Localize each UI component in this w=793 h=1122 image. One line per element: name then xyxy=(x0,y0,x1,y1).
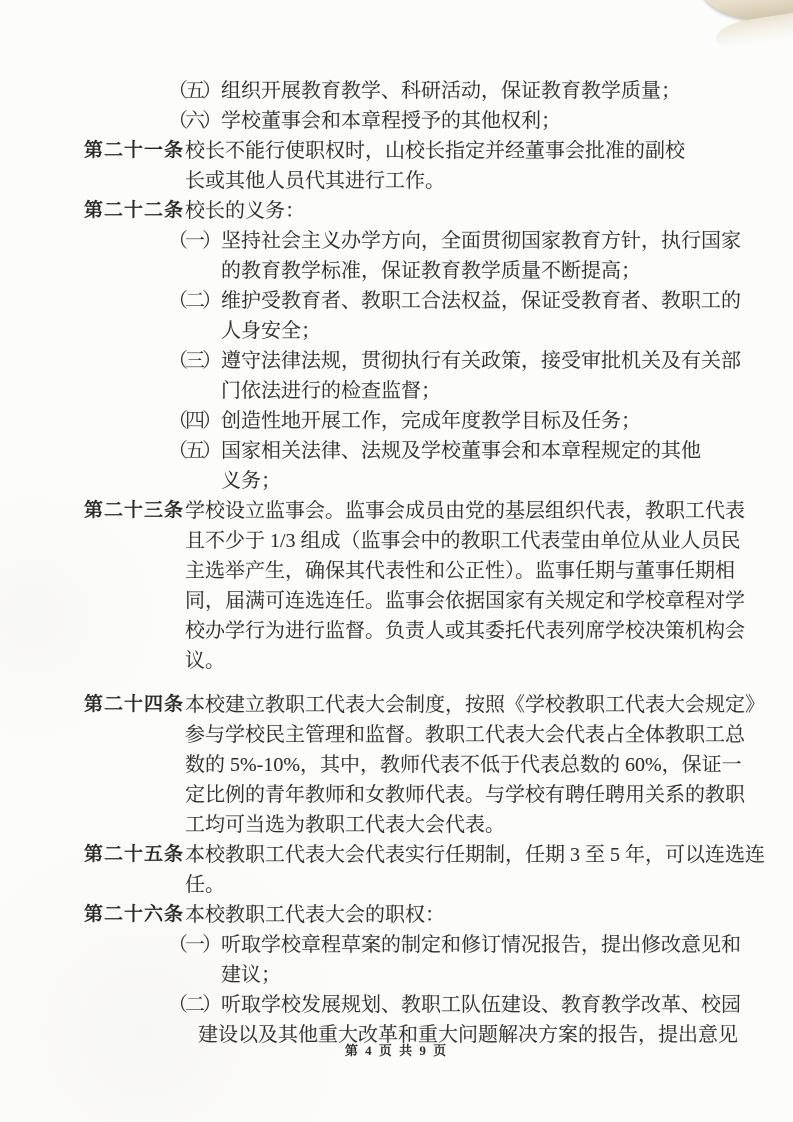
line-text: 本校教职工代表大会代表实行任期制，任期 3 至 5 年，可以连选连 xyxy=(185,844,765,866)
item-number: （一） xyxy=(168,934,219,956)
item-number: （四） xyxy=(168,410,219,432)
line-text: 人身安全； xyxy=(221,320,321,342)
continuation-line xyxy=(0,526,793,556)
continuation-line xyxy=(0,556,793,586)
article-line xyxy=(0,136,793,166)
continuation-line xyxy=(0,256,793,286)
article-number-label: 第二十四条 xyxy=(84,694,185,715)
line-text: 本校建立教职工代表大会制度，按照《学校教职工代表大会规定》 xyxy=(185,694,765,716)
line-text: 学校设立监事会。监事会成员由党的基层组织代表，教职工代表 xyxy=(185,500,745,522)
line-text: 主选举产生，确保其代表性和公正性）。监事任期与董事任期相 xyxy=(185,560,735,582)
continuation-line xyxy=(0,316,793,346)
numbered-item-line xyxy=(0,226,793,256)
numbered-item-line xyxy=(0,990,793,1020)
numbered-item-line xyxy=(0,76,793,106)
article-number-label: 第二十二条 xyxy=(84,200,185,221)
item-number: （五） xyxy=(168,80,219,102)
line-text: 听取学校章程草案的制定和修订情况报告，提出修改意见和 xyxy=(221,934,741,956)
item-number: （二） xyxy=(168,994,219,1016)
line-text: 本校教职工代表大会的职权： xyxy=(185,904,445,926)
line-text: 维护受教育者、教职工合法权益，保证受教育者、教职工的 xyxy=(221,290,741,312)
line-text: 听取学校发展规划、教职工队伍建设、教育教学改革、校园 xyxy=(221,994,741,1016)
continuation-line xyxy=(0,616,793,646)
line-text: 国家相关法律、法规及学校董事会和本章程规定的其他 xyxy=(221,440,701,462)
paragraph-gap xyxy=(0,676,793,690)
item-number: （三） xyxy=(168,350,219,372)
line-text: 组织开展教育教学、科研活动，保证教育教学质量； xyxy=(221,80,681,102)
line-text: 学校董事会和本章程授予的其他权利； xyxy=(221,110,561,132)
item-number: （一） xyxy=(168,230,219,252)
continuation-line xyxy=(0,166,793,196)
continuation-line xyxy=(0,780,793,810)
continuation-line xyxy=(0,960,793,990)
numbered-item-line xyxy=(0,346,793,376)
numbered-item-line xyxy=(0,406,793,436)
line-text: 定比例的青年教师和女教师代表。与学校有聘任聘用关系的教职 xyxy=(185,784,745,806)
numbered-item-line xyxy=(0,286,793,316)
line-text: 同，届满可连选连任。监事会依据国家有关规定和学校章程对学 xyxy=(185,590,745,612)
line-text: 且不少于 1/3 组成（监事会中的教职工代表莹由单位从业人员民 xyxy=(185,530,741,552)
article-line xyxy=(0,496,793,526)
article-number-label: 第二十五条 xyxy=(84,844,185,865)
document-body xyxy=(0,76,793,1050)
item-number: （五） xyxy=(168,440,219,462)
line-text: 建议； xyxy=(221,964,281,986)
article-line xyxy=(0,840,793,870)
line-text: 校办学行为进行监督。负责人或其委托代表列席学校决策机构会 xyxy=(185,620,745,642)
line-text: 任。 xyxy=(185,874,225,896)
article-number-label: 第二十三条 xyxy=(84,500,185,521)
numbered-item-line xyxy=(0,106,793,136)
continuation-line xyxy=(0,870,793,900)
article-line xyxy=(0,690,793,720)
line-text: 议。 xyxy=(185,650,225,672)
line-text: 坚持社会主义办学方向，全面贯彻国家教育方针，执行国家 xyxy=(221,230,741,252)
article-line xyxy=(0,900,793,930)
continuation-line xyxy=(0,750,793,780)
line-text: 建设以及其他重大改革和重大问题解决方案的报告，提出意见 xyxy=(198,1024,738,1046)
line-text: 校长的义务： xyxy=(185,200,305,222)
line-text: 参与学校民主管理和监督。教职工代表大会代表占全体教职工总 xyxy=(185,724,745,746)
numbered-item-line xyxy=(0,930,793,960)
article-number-label: 第二十一条 xyxy=(84,140,185,161)
continuation-line xyxy=(0,376,793,406)
page-corner-fold-artifact xyxy=(683,0,793,58)
continuation-line xyxy=(0,646,793,676)
line-text: 校长不能行使职权时，山校长指定并经董事会批准的副校 xyxy=(185,140,685,162)
line-text: 创造性地开展工作，完成年度教学目标及任务； xyxy=(221,410,641,432)
continuation-line xyxy=(0,586,793,616)
line-text: 的教育教学标准，保证教育教学质量不断提高； xyxy=(221,260,641,282)
continuation-line xyxy=(0,720,793,750)
line-text: 长或其他人员代其进行工作。 xyxy=(185,170,445,192)
continuation-line xyxy=(0,466,793,496)
line-text: 遵守法律法规，贯彻执行有关政策，接受审批机关及有关部 xyxy=(221,350,741,372)
article-number-label: 第二十六条 xyxy=(84,904,185,925)
page-number-footer: 第 4 页 共 9 页 xyxy=(344,1043,449,1058)
line-text: 工均可当选为教职工代表大会代表。 xyxy=(185,814,505,836)
line-text: 义务； xyxy=(221,470,281,492)
continuation-line xyxy=(0,810,793,840)
article-line xyxy=(0,196,793,226)
item-number: （二） xyxy=(168,290,219,312)
item-number: （六） xyxy=(168,110,219,132)
line-text: 数的 5%-10%，其中，教师代表不低于代表总数的 60%，保证一 xyxy=(185,754,742,776)
line-text: 门依法进行的检查监督； xyxy=(221,380,441,402)
numbered-item-line xyxy=(0,436,793,466)
